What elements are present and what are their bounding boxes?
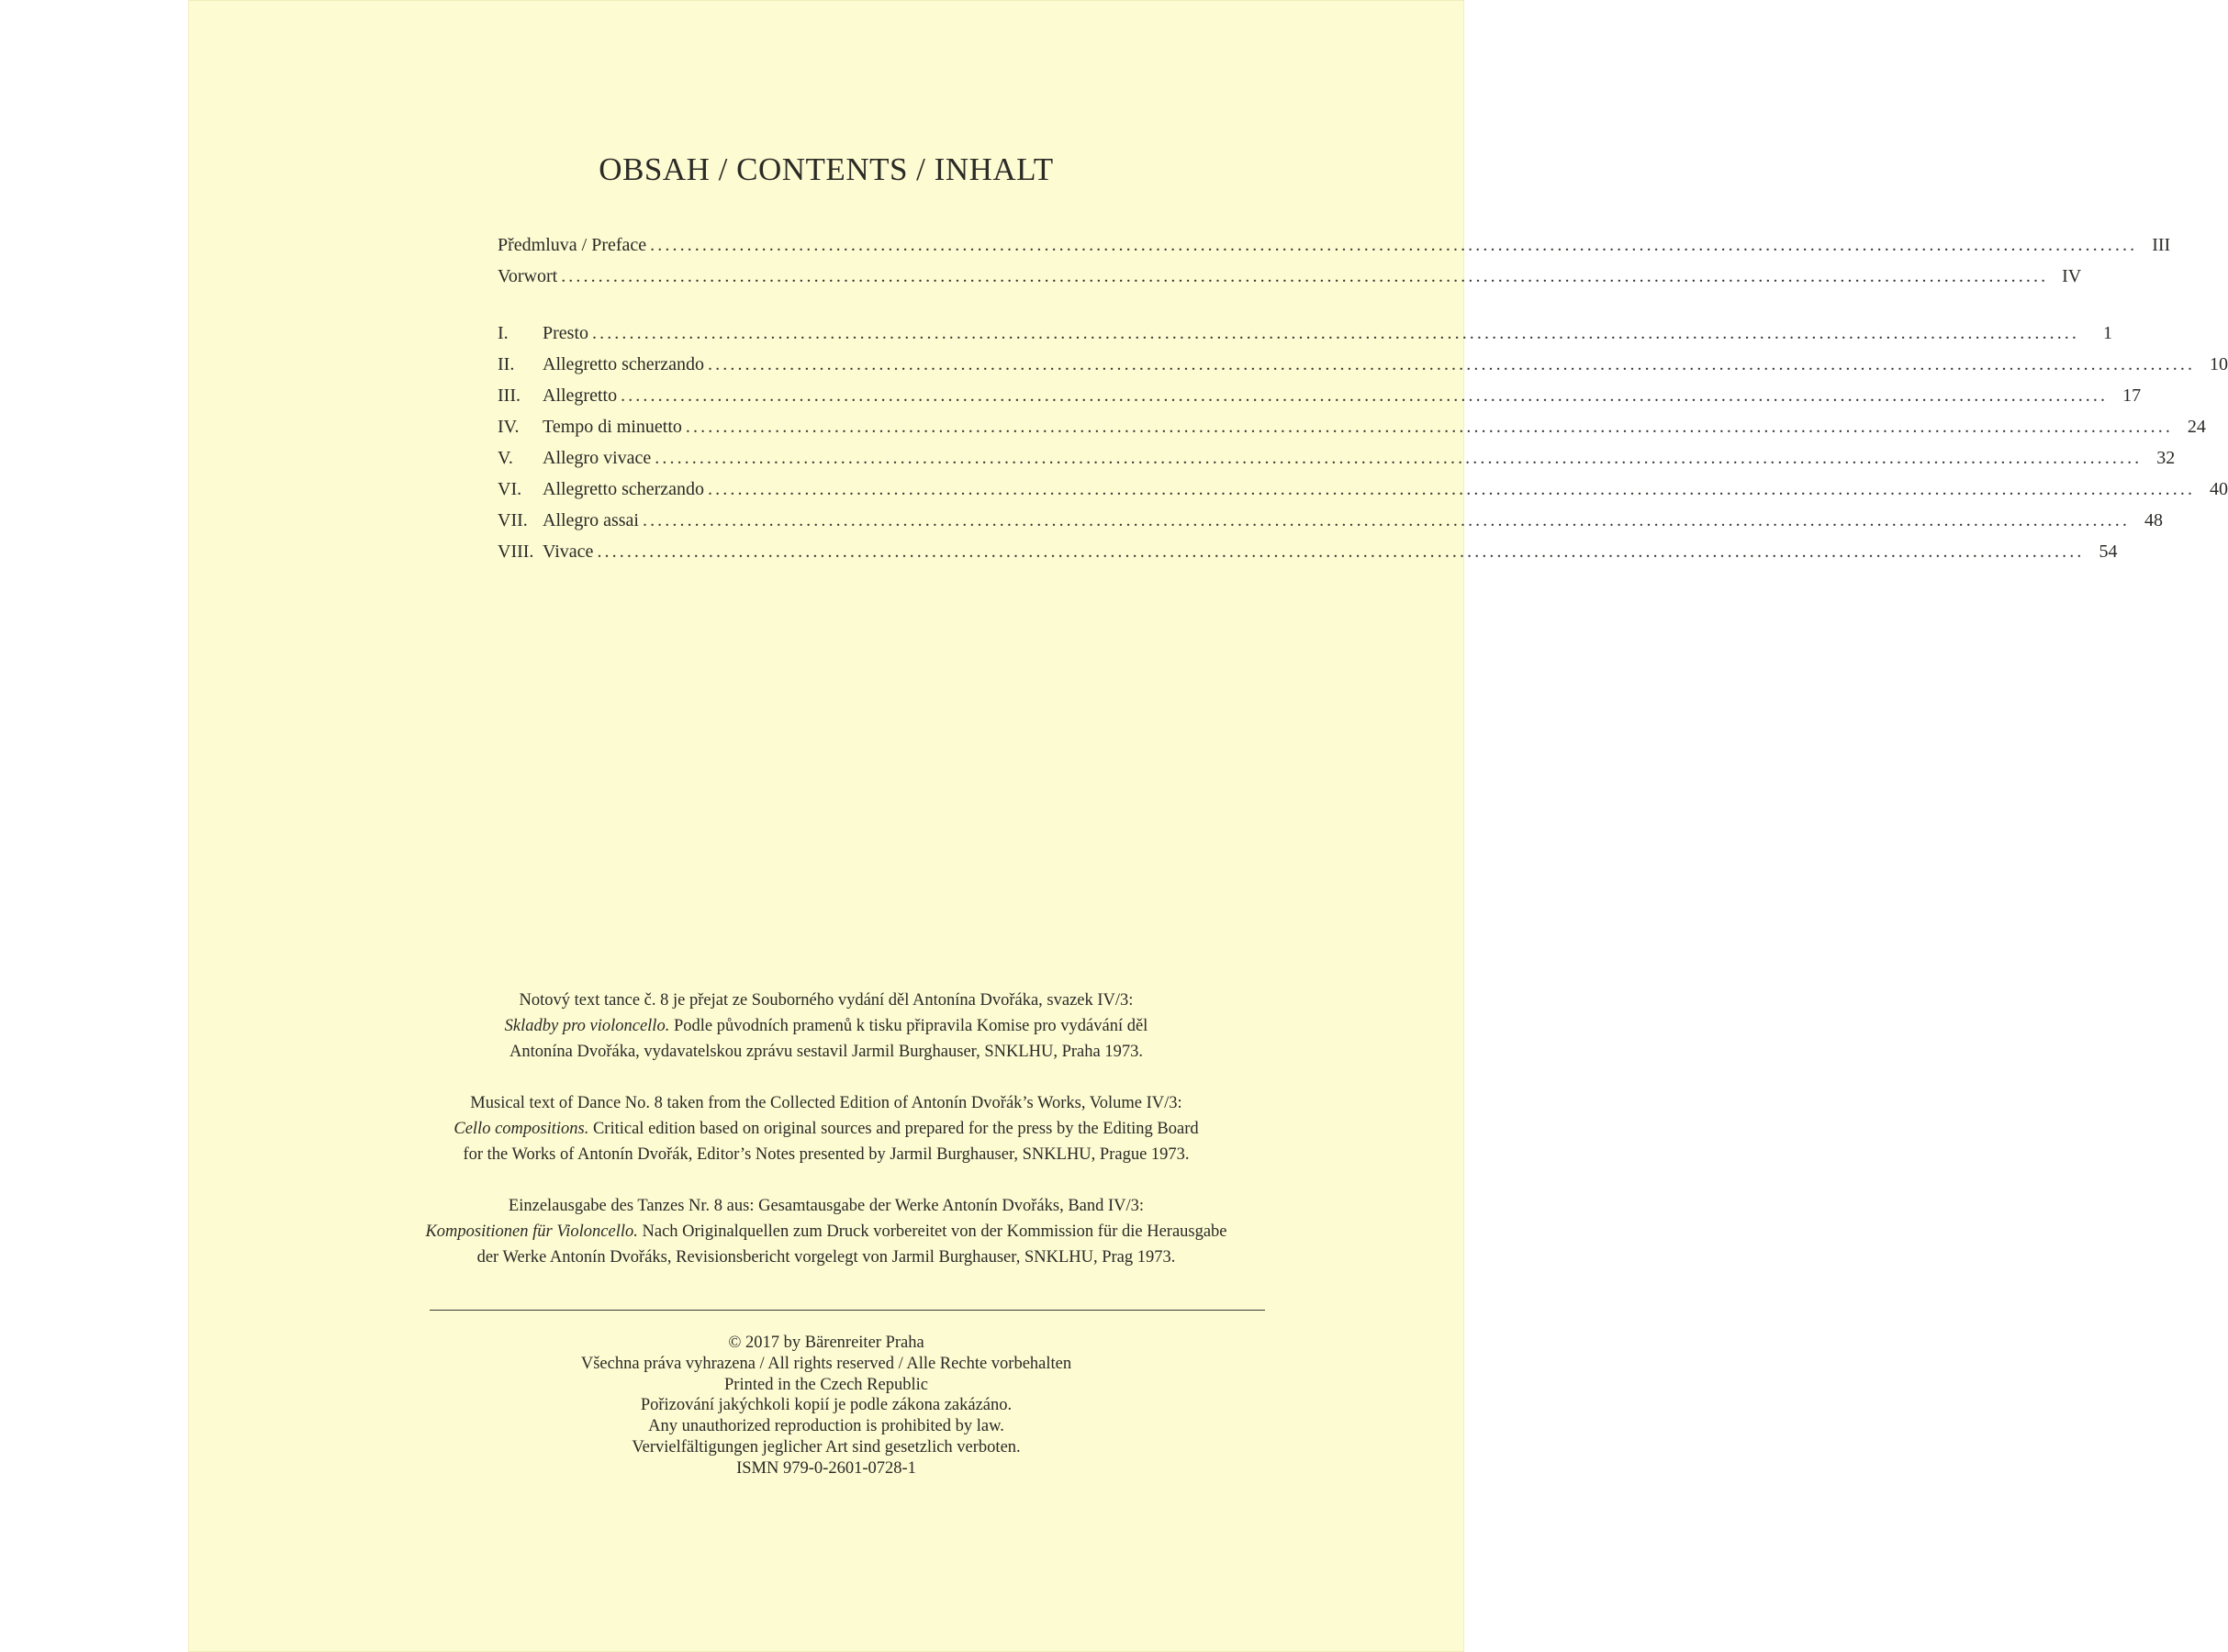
credit-line: Notový text tance č. 8 je přejat ze Souborného vydání děl Antonína Dvořáka, svazek IV/3: xyxy=(519,991,1134,1010)
divider-rule xyxy=(430,1310,1265,1311)
toc-entry xyxy=(498,413,2206,441)
toc-entry xyxy=(498,507,2163,534)
toc-leader-dots: ........................................................................................................................................................................................................ xyxy=(592,323,2079,343)
reproduction-notice-german: Vervielfältigungen jeglicher Art sind gesetzlich verboten. xyxy=(632,1437,1021,1457)
toc-leader-dots: ........................................................................................................................................................................................................ xyxy=(561,266,2049,286)
toc-entry-page: IV xyxy=(2062,266,2082,286)
toc-entry-label: Vorwort xyxy=(498,266,558,286)
toc-leader-dots: ........................................................................................................................................................................................................ xyxy=(708,479,2196,499)
toc-entry-page: 40 xyxy=(2210,479,2228,499)
toc-leader-dots: ........................................................................................................................................................................................................ xyxy=(650,235,2138,255)
toc-leader-dots: ........................................................................................................................................................................................................ xyxy=(597,541,2085,562)
toc-entry-page: 24 xyxy=(2187,417,2206,437)
credit-work-title: Skladby pro violoncello. xyxy=(504,1017,670,1035)
toc-leader-dots: ........................................................................................................................................................................................................ xyxy=(655,448,2143,468)
toc-entry xyxy=(498,231,2171,259)
toc-entry xyxy=(498,444,2176,472)
toc-leader-dots: ........................................................................................................................................................................................................ xyxy=(642,510,2130,530)
toc-entry xyxy=(498,262,2082,290)
toc-entry-number: IV. xyxy=(498,417,520,437)
toc-entry-number: III. xyxy=(498,385,521,406)
toc-entry-page: 1 xyxy=(2103,323,2112,343)
ismn-line: ISMN 979-0-2601-0728-1 xyxy=(736,1458,916,1478)
toc-entry xyxy=(498,475,2228,503)
copyright-line: © 2017 by Bärenreiter Praha xyxy=(728,1334,924,1352)
reproduction-notice-czech: Pořizování jakýchkoli kopií je podle zákona zakázáno. xyxy=(640,1396,1013,1415)
toc-entry-label: Allegro vivace xyxy=(543,448,652,468)
toc-entry-number: II. xyxy=(498,354,515,374)
toc-entry-label: Allegretto scherzando xyxy=(543,479,705,499)
credit-work-title: Kompositionen für Violoncello. xyxy=(425,1222,638,1241)
credit-german xyxy=(353,1193,1299,1270)
toc-entry-label: Předmluva / Preface xyxy=(498,235,647,255)
toc-leader-dots: ........................................................................................................................................................................................................ xyxy=(685,417,2173,437)
toc-entry-label: Tempo di minuetto xyxy=(543,417,682,437)
credit-line xyxy=(353,1219,1299,1245)
credit-text: Critical edition based on original sources and prepared for the press by the Editing Board xyxy=(588,1120,1199,1138)
document-page xyxy=(188,0,2228,1652)
toc-entry-page: 54 xyxy=(2099,541,2118,562)
toc-entry-label: Allegro assai xyxy=(543,510,639,530)
toc-entry-label: Allegretto xyxy=(543,385,618,406)
toc-entry-label: Vivace xyxy=(543,541,594,562)
credit-work-title: Cello compositions. xyxy=(453,1120,589,1138)
toc-entry xyxy=(498,351,2228,378)
credit-line: der Werke Antonín Dvořáks, Revisionsbericht vorgelegt von Jarmil Burghauser, SNKLHU, Prag 1973. xyxy=(476,1248,1176,1267)
toc-leader-dots: ........................................................................................................................................................................................................ xyxy=(708,354,2196,374)
credit-text: Podle původních pramenů k tisku připravila Komise pro vydávání děl xyxy=(669,1017,1148,1035)
toc-entry xyxy=(498,382,2142,409)
page-title: OBSAH / CONTENTS / INHALT xyxy=(599,151,1054,187)
rights-line: Všechna práva vyhrazena / All rights reserved / Alle Rechte vorbehalten xyxy=(580,1354,1072,1373)
credit-line: Musical text of Dance No. 8 taken from the Collected Edition of Antonín Dvořák’s Works, Volume IV/3: xyxy=(470,1094,1182,1112)
credit-czech xyxy=(353,988,1299,1065)
copyright-block xyxy=(188,1333,1464,1479)
credit-line xyxy=(353,1013,1299,1039)
credit-line xyxy=(353,1116,1299,1142)
toc-entry-number: VI. xyxy=(498,479,522,499)
toc-entry-page: 10 xyxy=(2210,354,2228,374)
toc-entry-number: VIII. xyxy=(498,541,534,562)
toc-entry-page: III xyxy=(2152,235,2171,255)
credit-line: Einzelausgabe des Tanzes Nr. 8 aus: Gesamtausgabe der Werke Antonín Dvořáks, Band IV/3: xyxy=(508,1197,1145,1215)
toc-entry-number: VII. xyxy=(498,510,528,530)
credit-text: Nach Originalquellen zum Druck vorbereitet von der Kommission für die Herausgabe xyxy=(637,1222,1227,1241)
toc-entry xyxy=(498,538,2118,565)
toc-entry-page: 32 xyxy=(2156,448,2176,468)
toc-entry-label: Allegretto scherzando xyxy=(543,354,705,374)
printed-line: Printed in the Czech Republic xyxy=(724,1375,928,1394)
toc-entry xyxy=(498,319,2112,347)
toc-entry-label: Presto xyxy=(543,323,588,343)
toc-leader-dots: ........................................................................................................................................................................................................ xyxy=(621,385,2109,406)
credit-line: Antonína Dvořáka, vydavatelskou zprávu sestavil Jarmil Burghauser, SNKLHU, Praha 1973. xyxy=(509,1043,1143,1061)
credit-line: for the Works of Antonín Dvořák, Editor’s Notes presented by Jarmil Burghauser, SNKLHU, Prague 1973. xyxy=(463,1145,1190,1164)
toc-entry-number: V. xyxy=(498,448,513,468)
credit-english xyxy=(353,1090,1299,1167)
reproduction-notice-english: Any unauthorized reproduction is prohibited by law. xyxy=(648,1417,1004,1436)
toc-entry-page: 17 xyxy=(2122,385,2142,406)
toc-entry-page: 48 xyxy=(2144,510,2163,530)
toc-entry-number: I. xyxy=(498,323,509,343)
